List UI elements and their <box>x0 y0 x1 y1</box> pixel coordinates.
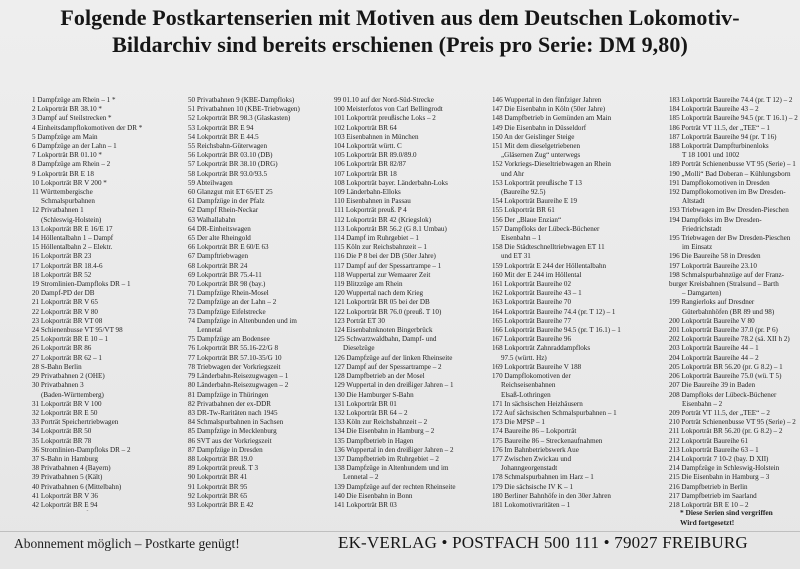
series-entry: 71 Dampfzüge Rhein-Mosel <box>188 289 269 298</box>
series-entry: 111 Lokporträt preuß. P 4 <box>334 206 407 215</box>
series-entry: 128 Dampfbetrieb an der Mosel <box>334 372 425 381</box>
series-entry: 210 Porträt Schienenbusse VT 95 (Serie) – 2 <box>669 418 796 427</box>
series-entry: 116 Die P 8 bei der DB (50er Jahre) <box>334 252 436 261</box>
series-entry: 26 Lokporträt BR 86 <box>32 344 92 353</box>
series-entry: 1 Dampfzüge am Rhein – 1 * <box>32 96 116 104</box>
series-entry-continuation: Güterbahnhöfen (BR 89 und 98) <box>682 307 775 316</box>
series-entry: 160 Mit der E 244 im Höllental <box>492 270 582 279</box>
series-entry: 27 Lokporträt BR 62 – 1 <box>32 353 102 362</box>
series-entry: 151 Mit dem dieselgetriebenen <box>492 142 581 151</box>
series-entry: 140 Die Eisenbahn in Bonn <box>334 491 413 500</box>
series-entry: 148 Dampfbetrieb in Gemünden am Main <box>492 114 612 123</box>
series-entry: 192 Dampflokomotiven im Bw Dresden- <box>669 188 786 197</box>
series-entry: 196 Die Baureihe 58 in Dresden <box>669 252 761 261</box>
series-entry <box>188 510 328 511</box>
series-entry: 109 Länderbahn-Elloks <box>334 188 401 197</box>
series-entry: 10 Lokporträt BR V 200 * <box>32 178 107 187</box>
series-entry: 22 Lokporträt BR V 80 <box>32 307 98 316</box>
series-entry: 101 Lokporträt preußische Loks – 2 <box>334 114 436 123</box>
series-entry: 122 Lokporträt BR 76.0 (preuß. T 10) <box>334 307 442 316</box>
series-entry: 156 Der „Blaue Enzian“ <box>492 215 562 224</box>
series-entry: 134 Die Eisenbahn in Hamburg – 2 <box>334 427 435 436</box>
series-entry: 107 Lokporträt BR 18 <box>334 169 397 178</box>
series-entry: 209 Porträt VT 11.5, der „TEE“ – 2 <box>669 408 770 417</box>
series-entry: 165 Lokporträt Baureihe 77 <box>492 316 571 325</box>
subscription-note: Abonnement möglich – Postkarte genügt! <box>14 536 240 551</box>
series-entry: 127 Dampf auf der Spessartrampe – 2 <box>334 362 442 371</box>
series-entry: 64 DR-Einheitswagen <box>188 224 251 233</box>
series-entry: 92 Lokporträt BR 65 <box>188 491 248 500</box>
series-entry-continuation: Elsaß-Lothringen <box>501 390 551 399</box>
series-entry: 106 Lokporträt BR 82/87 <box>334 160 406 169</box>
series-entry-continuation: Reichseisenbahnen <box>501 381 556 390</box>
series-entry: 41 Lokporträt BR V 36 <box>32 491 98 500</box>
series-entry: 102 Lokporträt BR 64 <box>334 123 397 132</box>
series-entry: 164 Lokporträt Baureihe 74.4 (pr. T 12) – 1 <box>492 307 616 316</box>
series-entry-continuation: Friedrichstadt <box>682 224 722 233</box>
series-entry: 180 Berliner Bahnhöfe in den 30er Jahren <box>492 491 611 500</box>
series-entry: burger Kreisbahnen (Stralsund – Barth <box>669 280 779 289</box>
series-entry: 179 Die sächsische IV K – 1 <box>492 482 574 491</box>
series-entry: 207 Die Baureihe 39 in Baden <box>669 381 756 390</box>
series-entry: 189 Porträt Schienenbusse VT 95 (Serie) – 1 <box>669 160 796 169</box>
series-entry: 198 Schmalspurbahnzüge auf der Franz- <box>669 270 785 279</box>
series-entry: 23 Lokporträt BR VT 08 <box>32 316 103 325</box>
series-entry: 32 Lokporträt BR E 50 <box>32 408 98 417</box>
series-entry: 73 Dampfzüge Eifelstrecke <box>188 307 266 316</box>
series-entry <box>334 510 482 511</box>
series-entry: 35 Lokporträt BR 78 <box>32 436 92 445</box>
series-entry: 186 Porträt VT 11.5, der „TEE“ – 1 <box>669 123 770 132</box>
series-entry: 190 „Molli“ Bad Doberan – Kühlungsborn <box>669 169 791 178</box>
series-entry: 214 Dampfzüge in Schleswig-Holstein <box>669 464 780 473</box>
series-entry: 217 Dampfbetrieb im Saarland <box>669 491 757 500</box>
series-entry-continuation: 97.5 (württ. Hz) <box>501 353 547 362</box>
series-entry: 108 Lokporträt bayer. Länderbahn-Loks <box>334 178 448 187</box>
series-entry: 42 Lokporträt BR E 94 <box>32 500 98 509</box>
series-entry: 195 Triebwagen der Bw Dresden-Pieschen <box>669 234 791 243</box>
series-entry: 208 Dampfloks der Lübeck-Büchener <box>669 390 777 399</box>
series-entry: 65 Der alte Rheingold <box>188 234 251 243</box>
series-entry: 19 Stromlinien-Dampfloks DR – 1 <box>32 280 131 289</box>
series-entry: 175 Baureihe 86 – Streckenaufnahmen <box>492 436 603 445</box>
series-entry-continuation: Eisenbahn – 2 <box>682 399 723 408</box>
series-entry: 153 Lokporträt preußische T 13 <box>492 178 582 187</box>
series-entry: 197 Lokporträt Baureihe 23.10 <box>669 261 757 270</box>
series-entry: 166 Lokporträt Baureihe 94.5 (pr. T 16.1) – 1 <box>492 326 621 335</box>
series-entry: 60 Glanzgut mit ET 65/ET 25 <box>188 188 273 197</box>
series-entry: 183 Lokporträt Baureihe 74.4 (pr. T 12) – 2 <box>669 96 793 104</box>
series-entry-continuation: Eisenbahn – 1 <box>501 234 542 243</box>
series-entry: 79 Länderbahn-Reisezugwagen – 1 <box>188 372 289 381</box>
series-entry-continuation: Schmalspurbahnen <box>41 197 95 206</box>
series-entry: 147 Die Eisenbahn in Köln (50er Jahre) <box>492 105 606 114</box>
series-entry: 69 Lokporträt BR 75.4-11 <box>188 270 262 279</box>
series-entry: 176 Im Bahnbetriebswerk Aue <box>492 445 579 454</box>
series-entry: 138 Dampfzüge in Altenhundem und im <box>334 464 449 473</box>
series-entry: 11 Württembergische <box>32 188 93 197</box>
series-entry: 74 Dampfzüge in Altenbunden und im <box>188 316 297 325</box>
series-entry: 200 Lokporträt Baureihe V 80 <box>669 316 755 325</box>
series-column-3 <box>334 96 482 511</box>
series-entry: 204 Lokporträt Baureihe 44 – 2 <box>669 353 759 362</box>
series-entry: 78 Triebwagen der Vorkriegszeit <box>188 362 281 371</box>
series-entry: 12 Privatbahnen 1 <box>32 206 84 215</box>
series-entry: 194 Dampfloks im Bw Dresden- <box>669 215 762 224</box>
series-entry-continuation: und ET 31 <box>501 252 531 261</box>
series-entry: 81 Dampfzüge in Thüringen <box>188 390 269 399</box>
series-entry: 201 Lokporträt Baureihe 37.0 (pr. P 6) <box>669 326 778 335</box>
series-entry: 17 Lokporträt BR 18.4-6 <box>32 261 103 270</box>
series-entry: 6 Dampfzüge an der Lahn – 1 <box>32 142 117 151</box>
series-entry: 129 Wuppertal in den dreißiger Jahren – 1 <box>334 381 454 390</box>
series-column-5 <box>669 96 799 511</box>
series-entry: 170 Dampflokomotiven der <box>492 372 571 381</box>
series-entry: 3 Dampf auf Steilstrecken * <box>32 114 112 123</box>
series-entry: 104 Lokporträt württ. C <box>334 142 402 151</box>
series-entry-continuation: Lennetal – 2 <box>343 473 379 482</box>
series-entry-continuation: – Damgarten) <box>682 289 722 298</box>
series-entry: 203 Lokporträt Baureihe 44 – 1 <box>669 344 759 353</box>
series-entry: 205 Lokporträt BR 56.20 (pr. G 8.2) – 1 <box>669 362 783 371</box>
series-entry: 157 Dampfloks der Lübeck-Büchener <box>492 224 600 233</box>
series-entry: 68 Lokporträt BR 24 <box>188 261 248 270</box>
series-entry: 193 Triebwagen im Bw Dresden-Pieschen <box>669 206 789 215</box>
series-entry: 20 Dampf-PD der DB <box>32 289 95 298</box>
series-entry: 191 Dampflokomotiven in Dresden <box>669 178 770 187</box>
series-entry: 139 Dampfzüge auf der rechten Rheinseite <box>334 482 456 491</box>
series-entry: 130 Die Hamburger S-Bahn <box>334 390 414 399</box>
series-entry: 146 Wuppertal in den fünfziger Jahren <box>492 96 602 104</box>
series-column-1 <box>32 96 180 511</box>
series-entry-continuation: (Schleswig-Holstein) <box>41 215 102 224</box>
series-entry: 9 Lokporträt BR E 18 <box>32 169 94 178</box>
series-entry: 67 Dampftriebwagen <box>188 252 249 261</box>
title-line-1: Folgende Postkartenserien mit Motiven aus dem Deutschen Lokomotiv- <box>60 5 740 30</box>
series-entry: 87 Dampfzüge in Dresden <box>188 445 263 454</box>
series-entry: 55 Reichsbahn-Güterwagen <box>188 142 267 151</box>
series-entry-continuation: Lennetal <box>197 326 222 335</box>
series-entry: 112 Lokporträt BR 42 (Kriegslok) <box>334 215 432 224</box>
series-entry: 105 Lokporträt BR 89.0/89.0 <box>334 151 417 160</box>
series-entry: 118 Wuppertal zur Wemaarer Zeit <box>334 270 431 279</box>
series-entry: 100 Meisterfotos von Carl Bellingrodt <box>334 105 443 114</box>
series-entry: 187 Lokporträt Baureihe 94 (pr. T 16) <box>669 132 777 141</box>
series-entry: 18 Lokporträt BR 52 <box>32 270 92 279</box>
series-entry: 70 Lokporträt BR 98 (bay.) <box>188 280 266 289</box>
series-entry-continuation: Altstadt <box>682 197 705 206</box>
series-entry: 38 Privatbahnen 4 (Bayern) <box>32 464 111 473</box>
series-entry: 2 Lokporträt BR 38.10 * <box>32 105 102 114</box>
series-entry: 84 Schmalspurbahnen in Sachsen <box>188 418 284 427</box>
series-entry: 216 Dampfbetrieb in Berlin <box>669 482 748 491</box>
series-entry: 212 Lokporträt Baureihe 61 <box>669 436 748 445</box>
series-entry: 77 Lokporträt BR 57.10-35/G 10 <box>188 353 282 362</box>
series-entry: 31 Lokporträt BR V 100 <box>32 399 102 408</box>
series-entry: 34 Lokporträt BR 50 <box>32 427 92 436</box>
series-entry: 211 Lokporträt BR 56.20 (pr. G 8.2) – 2 <box>669 427 783 436</box>
series-entry: 66 Lokporträt BR E 60/E 63 <box>188 243 269 252</box>
series-entry: 117 Dampf auf der Spessartrampe – 1 <box>334 261 442 270</box>
series-entry: 16 Lokporträt BR 23 <box>32 252 92 261</box>
series-entry: 199 Rangierloks auf Dresdner <box>669 298 755 307</box>
series-entry: 169 Lokporträt Baureihe V 188 <box>492 362 582 371</box>
series-entry: 83 DR-Tw-Raritäten nach 1945 <box>188 408 278 417</box>
series-entry: 214 Lokporträt 7 10-2 (bay. D XII) <box>669 454 769 463</box>
series-entry: 86 SVT aus der Vorkriegszeit <box>188 436 272 445</box>
series-entry: 168 Lokporträt Zahnraddampfloks <box>492 344 591 353</box>
series-entry: 131 Lokporträt BR 01 <box>334 399 397 408</box>
series-entry: 181 Lokomotivraritäten – 1 <box>492 500 571 509</box>
series-entry: 110 Eisenbahnen in Passau <box>334 197 411 206</box>
series-entry: 206 Lokporträt Baureihe 75.0 (wü. T 5) <box>669 372 782 381</box>
series-entry: 36 Stromlinien-Dampfloks DR – 2 <box>32 445 131 454</box>
series-entry-continuation: Dieselzüge <box>343 344 375 353</box>
series-entry: 99 01.10 auf der Nord-Süd-Strecke <box>334 96 434 104</box>
series-entry: 163 Lokporträt Baureihe 70 <box>492 298 571 307</box>
series-entry: 24 Schienenbusse VT 95/VT 98 <box>32 326 123 335</box>
footer-divider <box>0 531 800 532</box>
series-entry: 132 Lokporträt BR 64 – 2 <box>334 408 408 417</box>
series-entry: 149 Die Eisenbahn in Düsseldorf <box>492 123 587 132</box>
series-entry: 178 Schmalspurbahnen im Harz – 1 <box>492 473 594 482</box>
series-entry: 29 Privatbahnen 2 (OHE) <box>32 372 105 381</box>
series-entry: 56 Lokporträt BR 03.10 (DB) <box>188 151 273 160</box>
series-entry-continuation: im Einsatz <box>682 243 713 252</box>
page-title <box>10 4 790 58</box>
series-entry: 13 Lokporträt BR E 16/E 17 <box>32 224 113 233</box>
series-entry: 202 Lokporträt Baureihe 78.2 (sä. XII h 2) <box>669 335 790 344</box>
series-entry: 88 Lokporträt BR 19.0 <box>188 454 253 463</box>
series-entry-continuation: und Ahr <box>501 169 525 178</box>
series-entry-continuation: T 18 1001 und 1002 <box>682 151 740 160</box>
series-entry: 121 Lokporträt BR 05 bei der DB <box>334 298 430 307</box>
series-entry-continuation: (Baden-Württemberg) <box>41 390 104 399</box>
title-line-2: Bildarchiv sind bereits erschienen (Preis pro Serie: DM 9,80) <box>112 32 688 57</box>
series-entry: 141 Lokporträt BR 03 <box>334 500 397 509</box>
series-entry: 57 Lokporträt BR 38.10 (DRG) <box>188 160 278 169</box>
series-entry: 89 Lokporträt preuß. T 3 <box>188 464 259 473</box>
publisher-address: EK-VERLAG • POSTFACH 500 111 • 79027 FREIBURG <box>338 533 748 552</box>
series-entry: 30 Privatbahnen 3 <box>32 381 84 390</box>
series-entry: 54 Lokporträt BR E 44.5 <box>188 132 259 141</box>
series-entry: 72 Dampfzüge an der Lahn – 2 <box>188 298 277 307</box>
series-entry: 150 An der Geislinger Steige <box>492 132 575 141</box>
series-entry: 218 Lokporträt BR E 10 – 2 <box>669 500 749 509</box>
series-entry: 213 Lokporträt Baureihe 63 – 1 <box>669 445 759 454</box>
series-entry: 123 Porträt ET 30 <box>334 316 385 325</box>
out-of-print-note: * Diese Serien sind vergriffen Wird fortgesetzt! <box>680 508 773 527</box>
series-entry: 103 Eisenbahnen in München <box>334 132 419 141</box>
series-entry: 5 Dampfzüge am Main <box>32 132 98 141</box>
series-entry: 188 Lokporträt Dampfturbinenloks <box>669 142 769 151</box>
series-entry: 93 Lokporträt BR E 42 <box>188 500 254 509</box>
series-entry: 125 Schwarzwaldbahn, Dampf- und <box>334 335 437 344</box>
series-entry: 25 Lokporträt BR E 10 – 1 <box>32 335 109 344</box>
series-entry: 37 S-Bahn in Hamburg <box>32 454 98 463</box>
series-entry: 184 Lokporträt Baureihe 43 – 2 <box>669 105 759 114</box>
series-entry: 126 Dampfzüge auf der linken Rheinseite <box>334 353 453 362</box>
series-entry: 8 Dampfzüge am Rhein – 2 <box>32 160 111 169</box>
series-entry: 155 Lokporträt BR 61 <box>492 206 555 215</box>
series-entry: 114 Dampf im Ruhrgebiet – 1 <box>334 234 419 243</box>
series-entry: 115 Köln zur Reichsbahnzeit – 1 <box>334 243 427 252</box>
series-entry: 61 Dampfzüge in der Pfalz <box>188 197 265 206</box>
series-entry: 63 Walhallabahn <box>188 215 236 224</box>
series-entry: 90 Lokporträt BR 41 <box>188 473 248 482</box>
series-entry: 113 Lokporträt BR 56.2 (G 8.1 Umbau) <box>334 224 447 233</box>
series-entry: 135 Dampfbetrieb in Hagen <box>334 436 414 445</box>
series-entry: 59 Abteilwagen <box>188 178 233 187</box>
series-entry: 171 In sächsischen Heizhäusern <box>492 399 583 408</box>
series-entry: 52 Lokporträt BR 98.3 (Glaskasten) <box>188 114 291 123</box>
series-entry: 58 Lokporträt BR 93.0/93.5 <box>188 169 268 178</box>
series-entry: 21 Lokporträt BR V 65 <box>32 298 98 307</box>
series-entry: 185 Lokporträt Baureihe 94.5 (pr. T 16.1) – 2 <box>669 114 798 123</box>
series-entry: 162 Lokporträt Baureihe 43 – 1 <box>492 289 582 298</box>
series-entry: 172 Auf sächsischen Schmalspurbahnen – 1 <box>492 408 617 417</box>
series-entry: 4 Einheitsdampflokomotiven der DR * <box>32 123 143 132</box>
series-entry: 28 S-Bahn Berlin <box>32 362 82 371</box>
series-entry: 136 Wuppertal in den dreißiger Jahren – 2 <box>334 445 454 454</box>
series-entry: 76 Lokporträt BR 55.16-22/G 8 <box>188 344 279 353</box>
series-entry: 133 Köln zur Reichsbahnzeit – 2 <box>334 418 428 427</box>
series-entry: 50 Privatbahnen 9 (KBE-Dampfloks) <box>188 96 295 104</box>
series-entry: 124 Eisenbahnknoten Bingerbrück <box>334 326 433 335</box>
series-entry: 15 Höllentalbahn 2 – Elektr. <box>32 243 113 252</box>
series-entry-continuation: „Gläsernen Zug“ unterwegs <box>501 151 581 160</box>
series-entry: 40 Privatbahnen 6 (Mittelbahn) <box>32 482 122 491</box>
series-entry: 173 Die MPSP – 1 <box>492 418 545 427</box>
series-entry: 177 Zwischen Zwickau und <box>492 454 571 463</box>
series-entry: 91 Lokporträt BR 95 <box>188 482 248 491</box>
series-entry: 82 Privatbahnen der ex-DDR <box>188 399 271 408</box>
series-entry <box>32 510 180 511</box>
series-entry: 119 Blitzzüge am Rhein <box>334 280 403 289</box>
series-entry: 33 Porträt Speichertriebwagen <box>32 418 119 427</box>
series-entry: 7 Lokporträt BR 01.10 * <box>32 151 102 160</box>
series-entry <box>492 510 657 511</box>
series-entry-continuation: (Baureihe 92.5) <box>501 188 546 197</box>
series-entry: 158 Die Städteschnelltriebwagen ET 11 <box>492 243 605 252</box>
series-entry: 161 Lokporträt Baureihe 02 <box>492 280 571 289</box>
series-entry: 75 Dampfzüge am Bodensee <box>188 335 270 344</box>
series-entry: 215 Die Eisenbahn in Hamburg – 3 <box>669 473 770 482</box>
series-entry: 137 Dampfbetrieb im Ruhrgebiet – 2 <box>334 454 439 463</box>
series-entry: 14 Höllentalbahn 1 – Dampf <box>32 234 114 243</box>
series-entry: 80 Länderbahn-Reisezugwagen – 2 <box>188 381 289 390</box>
series-entry-continuation: Johanngeorgenstadt <box>501 464 558 473</box>
series-column-4 <box>492 96 657 511</box>
series-entry: 154 Lokporträt Baureihe E 19 <box>492 197 578 206</box>
series-entry: 152 Vorkriegs-Dieseltriebwagen an Rhein <box>492 160 611 169</box>
series-entry: 53 Lokporträt BR E 94 <box>188 123 254 132</box>
series-entry: 120 Wuppertal nach dem Krieg <box>334 289 424 298</box>
series-entry: 39 Privatbahnen 5 (Kält) <box>32 473 103 482</box>
series-column-2 <box>188 96 328 511</box>
series-entry: 85 Dampfzüge in Mecklenburg <box>188 427 277 436</box>
series-entry: 62 Dampf Rhein-Neckar <box>188 206 259 215</box>
series-entry: 159 Lokporträt E 244 der Höllentalbahn <box>492 261 607 270</box>
series-entry: 167 Lokporträt Baureihe 96 <box>492 335 571 344</box>
series-entry: 51 Privatbahnen 10 (KBE-Triebwagen) <box>188 105 300 114</box>
series-entry: 174 Baureihe 86 – Lokporträt <box>492 427 577 436</box>
